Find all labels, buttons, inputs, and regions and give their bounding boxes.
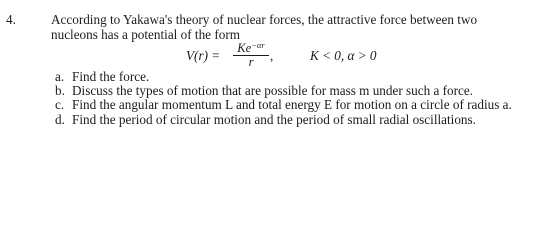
- subquestion-text: Find the force.: [72, 69, 150, 84]
- subquestion-text: Discuss the types of motion that are possible for mass m under such a force.: [72, 83, 474, 99]
- subquestion-label: c.: [55, 97, 65, 113]
- problem-number: 4.: [6, 12, 16, 27]
- subquestion-text: Find the angular momentum L and total energy E for motion on a circle of radius a.: [72, 97, 512, 113]
- subquestion-list: [55, 70, 540, 127]
- statement-line-2: nucleons has a potential of the form: [51, 27, 240, 42]
- subquestion-d: [55, 113, 540, 127]
- subquestion-a: [55, 70, 540, 84]
- subquestion-b: [55, 84, 540, 98]
- numerator-base: Ke: [237, 41, 252, 55]
- subquestion-label: a.: [55, 69, 65, 84]
- subquestion-label: b.: [55, 83, 65, 99]
- fraction-denominator: r: [248, 55, 254, 69]
- statement-line-1: According to Yakawa's theory of nuclear forces, the attractive force between two: [51, 12, 478, 27]
- equation-lhs: V(r) =: [186, 48, 221, 63]
- equation-fraction: [233, 42, 269, 69]
- numerator-exponent: −αr: [251, 40, 265, 50]
- equation-comma: ,: [270, 48, 274, 63]
- equation-condition: K < 0, α > 0: [310, 48, 377, 63]
- subquestion-text: Find the period of circular motion and the period of small radial oscillations.: [72, 111, 476, 127]
- problem-statement: [51, 12, 531, 42]
- subquestion-label: d.: [55, 111, 65, 127]
- subquestion-c: [55, 98, 540, 112]
- fraction-numerator: [233, 42, 269, 56]
